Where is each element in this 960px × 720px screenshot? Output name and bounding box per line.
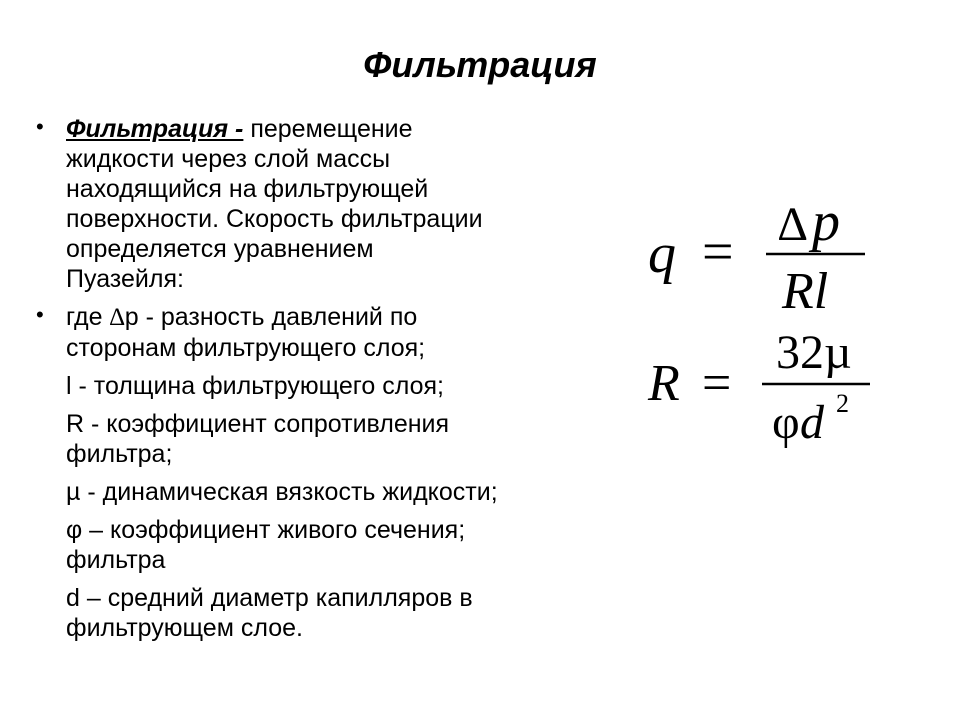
bullet-definition: [30, 114, 630, 294]
def-r: R - коэффициент сопротивления фильтра;: [66, 410, 450, 468]
formula-svg: [640, 190, 940, 470]
definition-line-5: определяется уравнением: [66, 235, 374, 263]
formula-q: [648, 191, 865, 320]
formula-r-eq: =: [702, 355, 732, 412]
delta-symbol: ∆: [109, 304, 125, 331]
definition-line-3: находящийся на фильтрующей: [66, 175, 429, 203]
formula-q-lhs: q: [648, 223, 676, 285]
formula-r: [647, 326, 870, 449]
definition-line-6: Пуазейля:: [66, 265, 184, 293]
formula-q-eq: =: [702, 221, 734, 283]
def-l: l - толщина фильтрующего слоя;: [66, 372, 444, 400]
formula-r-lhs: R: [648, 355, 680, 412]
bullet-dot: •: [36, 114, 44, 139]
definition-rest: перемещение: [243, 115, 413, 143]
definition-line-1: [66, 114, 630, 144]
bullet-dot: •: [36, 302, 44, 327]
formula-q-num-var: p: [812, 191, 840, 253]
body-text: [30, 114, 630, 643]
formula-r-den-d: d: [800, 396, 824, 449]
formula-q-num-delta: ∆: [778, 198, 808, 251]
formula-r-num: 32µ: [776, 326, 852, 379]
def-phi: φ – коэффициент живого сечения; фильтра: [66, 516, 466, 574]
formulas: [640, 190, 940, 470]
formula-q-den: Rl: [782, 263, 829, 320]
where-line-1: где ∆p - разность давлений по: [66, 303, 418, 331]
def-d: d – средний диаметр капилляров в фильтрующем слое.: [66, 584, 473, 642]
def-mu: µ - динамическая вязкость жидкости;: [66, 478, 498, 506]
slide-title: Фильтрация: [363, 44, 597, 85]
definition-line-4: поверхности. Скорость фильтрации: [66, 205, 483, 233]
formula-r-den-exp: 2: [836, 389, 849, 418]
definition-line-2: жидкости через слой массы: [66, 145, 391, 173]
bullet-where: [30, 302, 630, 363]
term-filtration: Фильтрация -: [66, 115, 244, 143]
where-line-2: сторонам фильтрующего слоя;: [66, 334, 426, 362]
formula-r-den-phi: φ: [772, 396, 800, 449]
